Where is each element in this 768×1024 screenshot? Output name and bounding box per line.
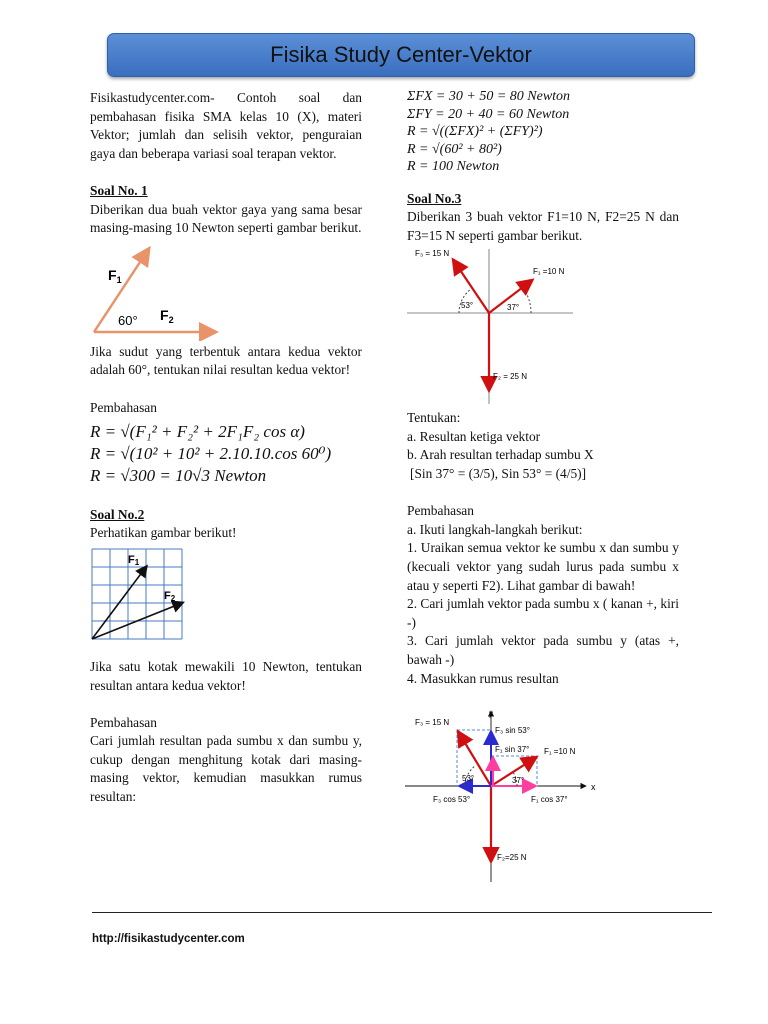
f2-label: F₂ = 25 N	[493, 372, 528, 382]
soal3-step4: 4. Masukkan rumus resultan	[407, 670, 559, 686]
resultant-value: R = 100 Newton	[407, 159, 500, 174]
soal3-tentukan: Tentukan:	[407, 410, 461, 426]
soal1-eq3: R = √300 = 10√3 Newton	[90, 466, 267, 486]
soal3-step-a: a. Ikuti langkah-langkah berikut:	[407, 521, 583, 537]
soal1-pembahasan: Pembahasan	[90, 399, 157, 415]
soal2-explanation: Cari jumlah resultan pada sumbu x dan sumbu y, cukup dengan menghitung kotak dari masing-masing vektor, kemudian masukkan rumus resultan:	[90, 733, 362, 805]
angle37-label: 37°	[507, 303, 520, 313]
f3-label: F₃ = 15 N	[415, 718, 450, 727]
soal2-text: Perhatikan gambar berikut!	[90, 525, 237, 541]
resultant-substitute: R = √(60² + 80²)	[407, 141, 502, 157]
sum-fx: ΣFX = 30 + 50 = 80 Newton	[407, 89, 571, 104]
f1-label: $F_1$	[108, 266, 122, 285]
soal1-question: Jika sudut yang terbentuk antara kedua vektor adalah 60°, tentukan nilai resultan kedua vektor!	[90, 343, 362, 378]
soal3-hint: [Sin 37° = (3/5), Sin 53° = (4/5)]	[410, 466, 587, 482]
soal1-figure	[90, 246, 240, 341]
soal2-heading: Soal No.2	[90, 506, 145, 522]
f1-cos-label: F₁ cos 37°	[531, 795, 568, 804]
f1-sin-label: F₁ sin 37°	[495, 745, 530, 754]
soal3-text: Diberikan 3 buah vektor F1=10 N, F2=25 N dan F3=15 N seperti gambar berikut.	[407, 209, 679, 243]
f3-cos-label: F₃ cos 53°	[433, 795, 471, 804]
title-banner	[107, 33, 695, 77]
angle-label: 60°	[118, 312, 138, 328]
soal3-figure	[407, 249, 577, 409]
right-column	[407, 88, 679, 688]
soal2-grid-figure	[90, 547, 185, 642]
soal3-pembahasan: Pembahasan	[407, 503, 474, 519]
resultant-formula: R = √((ΣFX)² + (ΣFY)²)	[407, 124, 543, 139]
soal1-eq2: R = √(10² + 10² + 2.10.10.cos 60⁰)	[90, 444, 332, 464]
soal3-decomposition-figure	[405, 706, 605, 886]
soal3-step1: 1. Uraikan semua vektor ke sumbu x dan sumbu y (kecuali vektor yang sudah lurus pada sumbu x atau y seperti F2). Lihat gambar di bawah!	[407, 540, 679, 593]
f1-label: F₁ =10 N	[544, 747, 576, 756]
f3-label: F₃ = 15 N	[415, 249, 450, 259]
grid-f1-label: F1	[128, 553, 140, 567]
angle37-arc	[525, 291, 531, 313]
soal1-text: Diberikan dua buah vektor gaya yang sama besar masing-masing 10 Newton seperti gambar berikut.	[90, 201, 362, 236]
soal2-question: Jika satu kotak mewakili 10 Newton, tentukan resultan antara kedua vektor!	[90, 658, 362, 693]
f2-label: F₂=25 N	[497, 853, 527, 862]
angle37-label: 37°	[512, 776, 525, 785]
sum-fy: ΣFY = 20 + 40 = 60 Newton	[407, 106, 570, 122]
angle53-label: 53°	[462, 774, 475, 783]
soal1-eq1: R = √(F₁² + F₂² + 2F₁F₂ cos α)	[90, 422, 305, 442]
page-title: Fisika Study Center-Vektor	[270, 42, 532, 67]
f2-label: $F_2$	[160, 306, 174, 325]
soal3-question-a: a. Resultan ketiga vektor	[407, 428, 541, 444]
angle53-label: 53°	[461, 301, 474, 311]
soal3-step3: 3. Cari jumlah vektor pada sumbu y (atas +, bawah -)	[407, 633, 679, 667]
soal1-heading: Soal No. 1	[90, 182, 148, 198]
soal3-heading: Soal No.3	[407, 190, 462, 206]
intro-paragraph: Fisikastudycenter.com- Contoh soal dan pembahasan fisika SMA kelas 10 (X), materi Vektor; jumlah dan selisih vektor, penguraian gaya dan beberapa variasi soal terapan vektor.	[90, 90, 362, 161]
grid-f2-label: F2	[164, 589, 176, 603]
footer-url[interactable]: http://fisikastudycenter.com	[92, 933, 245, 945]
y-label: y	[489, 709, 493, 718]
soal2-pembahasan: Pembahasan	[90, 714, 157, 730]
x-label: x	[591, 782, 596, 792]
soal3-step2: 2. Cari jumlah vektor pada sumbu x ( kanan +, kiri -)	[407, 596, 679, 630]
f1-label: F₁ =10 N	[533, 267, 565, 277]
soal3-question-b: b. Arah resultan terhadap sumbu X	[407, 447, 594, 463]
left-column	[90, 89, 362, 807]
footer-divider	[92, 912, 712, 913]
f3-sin-label: F₃ sin 53°	[495, 726, 530, 735]
